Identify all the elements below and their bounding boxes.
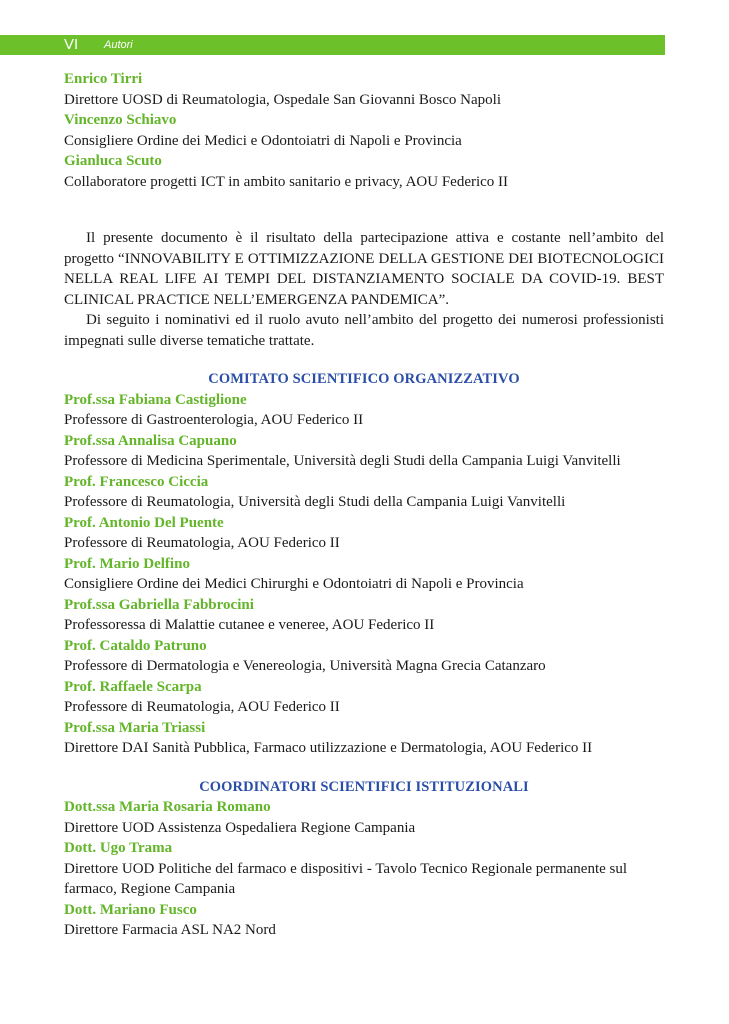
member-name: Prof. Francesco Ciccia: [64, 473, 209, 490]
intro-paragraph: Di seguito i nominativi ed il ruolo avuto nell’ambito del progetto dei numerosi professionisti impegnati sulle diverse tematiche trattate.: [64, 312, 664, 349]
member-name: Dott. Mariano Fusco: [64, 901, 197, 918]
author-role: Collaboratore progetti ICT in ambito sanitario e privacy, AOU Federico II: [64, 173, 509, 190]
intro: [64, 228, 664, 351]
member-role: Consigliere Ordine dei Medici Chirurghi e Odontoiatri di Napoli e Provincia: [64, 576, 524, 592]
page-content: [64, 69, 664, 941]
member-role: Professore di Reumatologia, AOU Federico II: [64, 699, 340, 715]
author-name: Gianluca Scuto: [64, 153, 162, 169]
page-number: VI: [64, 36, 79, 53]
member-role: Professore di Medicina Sperimentale, Università degli Studi della Campania Luigi Vanvitelli: [64, 453, 621, 469]
member-role: Direttore Farmacia ASL NA2 Nord: [64, 922, 276, 938]
section-title-comitato: COMITATO SCIENTIFICO ORGANIZZATIVO: [208, 371, 520, 387]
member-role: Professore di Gastroenterologia, AOU Federico II: [64, 412, 364, 428]
coordinatori-entries: [64, 797, 664, 941]
member-role: Direttore UOD Politiche del farmaco e dispositivi - Tavolo Tecnico Regionale permanente sul farmaco, Regione Campania: [64, 860, 628, 897]
author-name: Enrico Tirri: [64, 71, 143, 87]
member-name: Prof.ssa Gabriella Fabbrocini: [64, 596, 254, 613]
author-name: Vincenzo Schiavo: [64, 112, 177, 128]
header-bar: [0, 35, 665, 55]
member-name: Prof. Antonio Del Puente: [64, 514, 224, 531]
member-name: Dott.ssa Maria Rosaria Romano: [64, 799, 271, 815]
member-role: Direttore UOD Assistenza Ospedaliera Regione Campania: [64, 819, 416, 836]
author-role: Direttore UOSD di Reumatologia, Ospedale San Giovanni Bosco Napoli: [64, 91, 502, 108]
section-label: Autori: [104, 39, 133, 51]
member-name: Prof.ssa Annalisa Capuano: [64, 432, 237, 449]
comitato-entries: [64, 390, 664, 759]
member-name: Prof.ssa Fabiana Castiglione: [64, 391, 247, 408]
member-name: Prof.ssa Maria Triassi: [64, 719, 206, 736]
intro-paragraph: Il presente documento è il risultato della partecipazione attiva e costante nell’ambito del progetto “INNOVABILITY E OTTIMIZZAZIONE DELLA GESTIONE DEI BIOTECNOLOGICI NELLA REAL LIFE AI TEMPI DEL DISTANZIAMENTO SOCIALE DA COVID-19. BEST CLINICAL PRACTICE NELL’EMERGENZA PANDEMICA”.: [64, 230, 664, 308]
section-title-coordinatori: COORDINATORI SCIENTIFICI ISTITUZIONALI: [199, 778, 529, 795]
member-name: Prof. Raffaele Scarpa: [64, 678, 202, 695]
member-role: Professore di Dermatologia e Venereologia, Università Magna Grecia Catanzaro: [64, 658, 546, 674]
member-role: Professore di Reumatologia, Università degli Studi della Campania Luigi Vanvitelli: [64, 494, 566, 510]
member-role: Direttore DAI Sanità Pubblica, Farmaco utilizzazione e Dermatologia, AOU Federico II: [64, 740, 593, 756]
member-name: Prof. Cataldo Patruno: [64, 637, 207, 654]
author-role: Consigliere Ordine dei Medici e Odontoiatri di Napoli e Provincia: [64, 132, 462, 149]
member-name: Prof. Mario Delfino: [64, 555, 190, 572]
member-role: Professoressa di Malattie cutanee e veneree, AOU Federico II: [64, 617, 435, 633]
top-entries: [64, 69, 664, 192]
member-role: Professore di Reumatologia, AOU Federico II: [64, 535, 340, 551]
member-name: Dott. Ugo Trama: [64, 840, 173, 856]
